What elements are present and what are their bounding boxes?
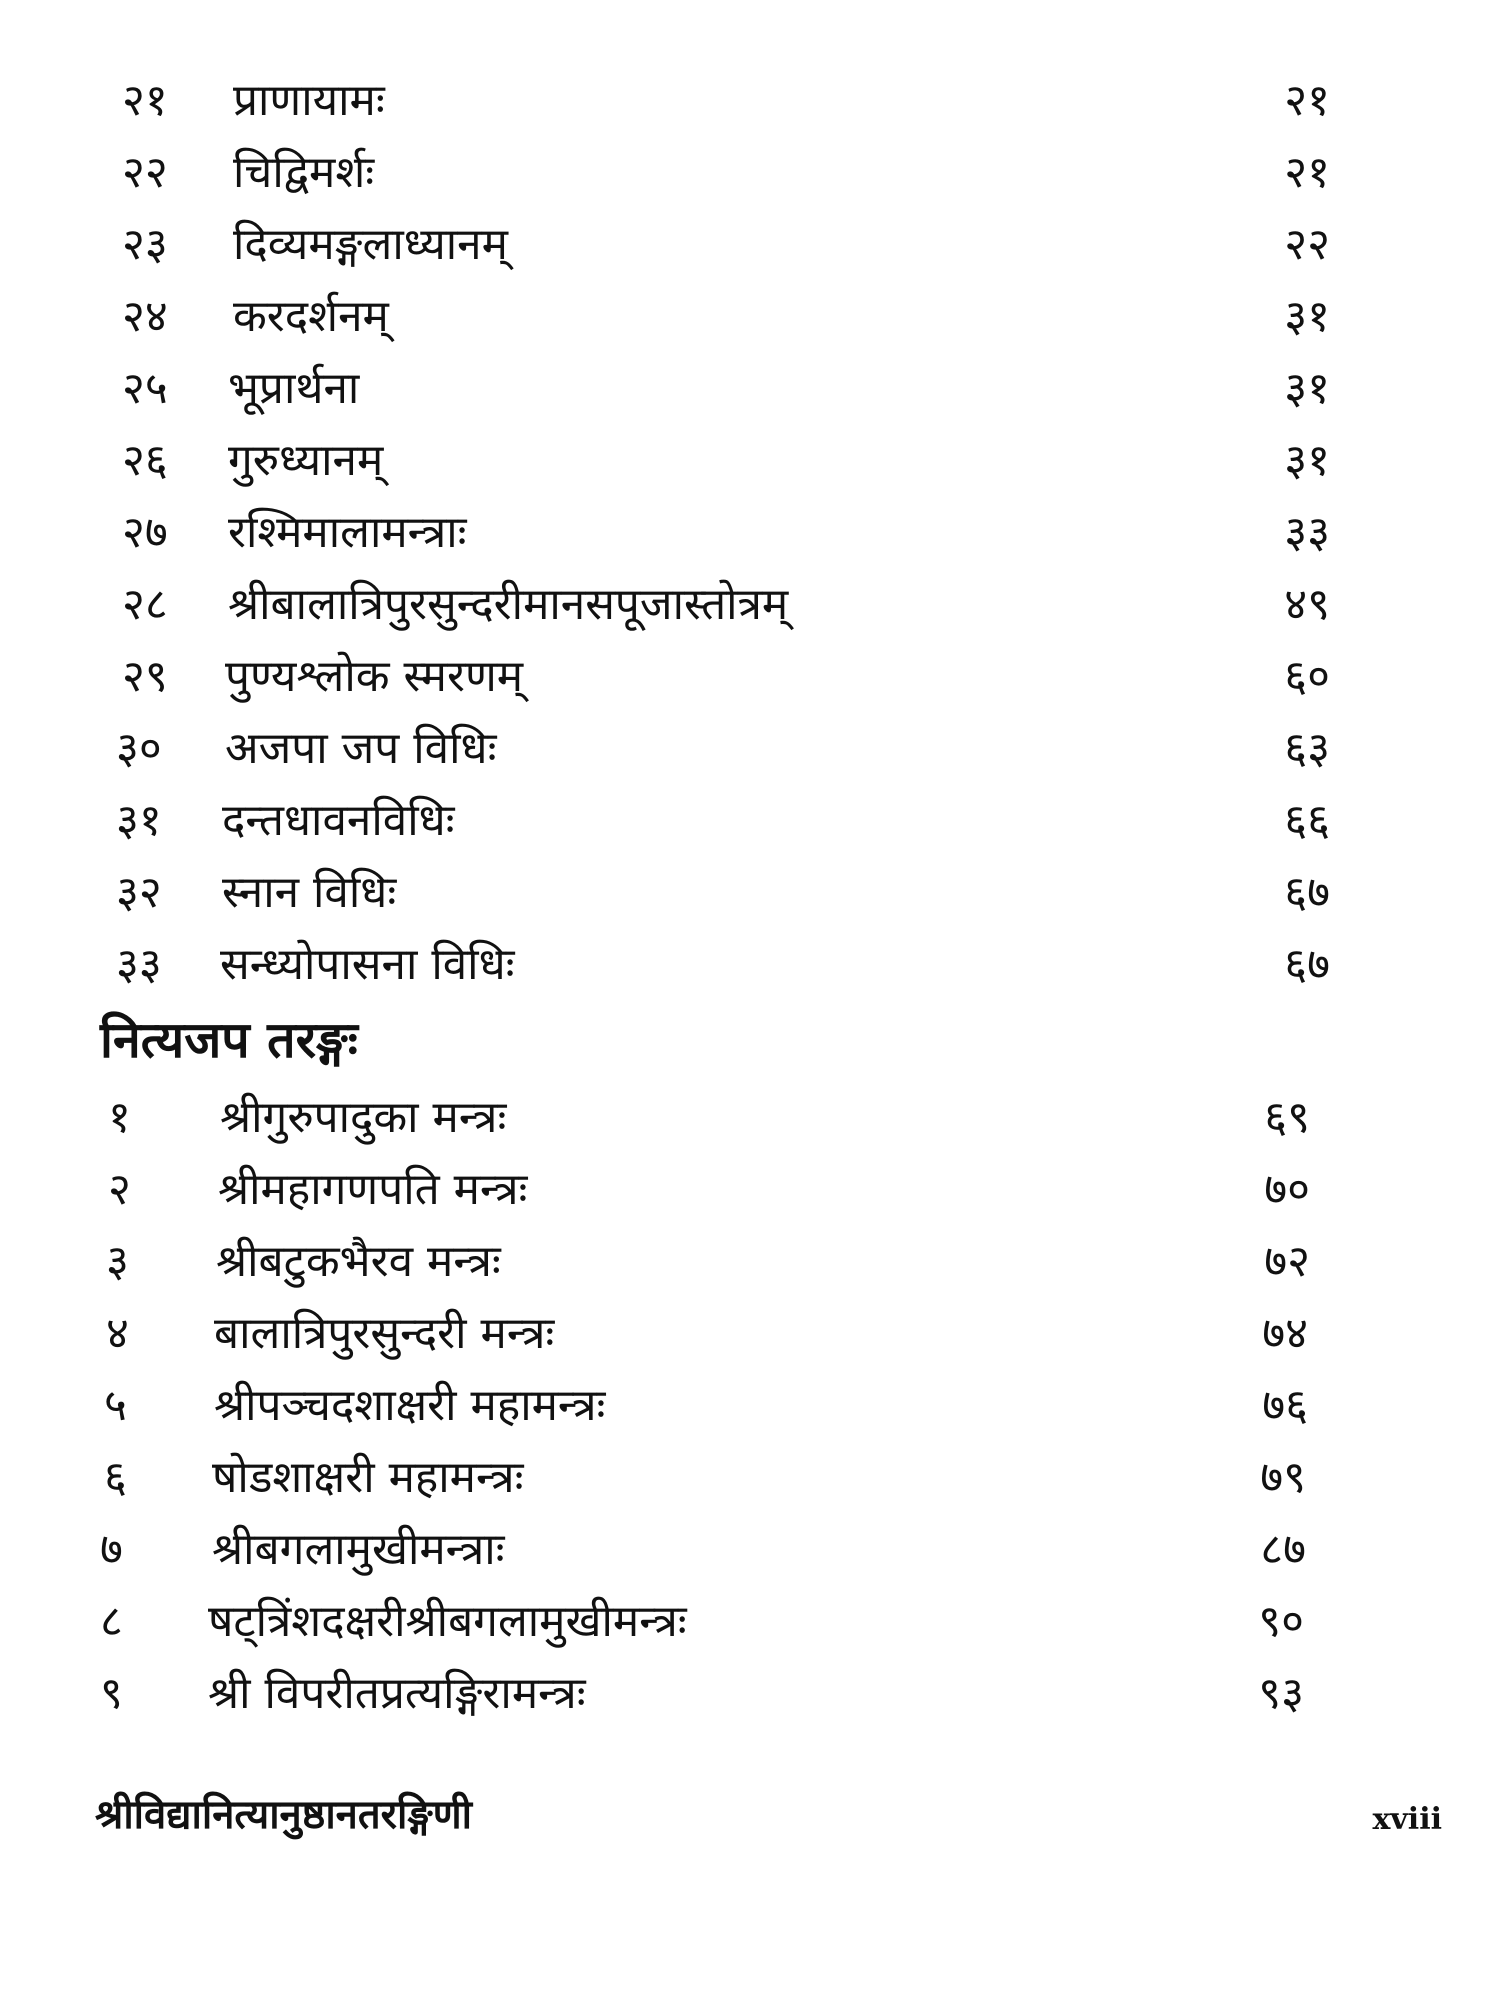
entry-title: प्राणायामः: [233, 75, 385, 126]
entry-page: ६३: [1284, 723, 1330, 774]
toc-entry: [0, 1299, 1500, 1369]
entry-title: गुरुध्यानम्: [228, 435, 384, 486]
entry-title: बालात्रिपुरसुन्दरी मन्त्रः: [214, 1308, 555, 1359]
entry-title: श्रीबालात्रिपुरसुन्दरीमानसपूजास्तोत्रम्: [228, 579, 789, 630]
entry-page: ७६: [1262, 1380, 1308, 1431]
toc-entry: [0, 786, 1500, 856]
entry-title: रश्मिमालामन्त्राः: [228, 507, 467, 558]
toc-entry: [0, 570, 1500, 640]
toc-entry: [0, 858, 1500, 928]
toc-entry: [0, 426, 1500, 496]
entry-number: २८: [122, 579, 168, 630]
entry-page: ९०: [1258, 1596, 1304, 1647]
entry-title: दन्तधावनविधिः: [222, 795, 455, 846]
entry-page: ३१: [1284, 435, 1330, 486]
entry-page: ६०: [1284, 651, 1330, 702]
entry-page: २१: [1284, 75, 1330, 126]
entry-number: ७: [100, 1524, 123, 1575]
entry-title: षट्त्रिंशदक्षरीश्रीबगलामुखीमन्त्रः: [208, 1596, 687, 1647]
entry-title: दिव्यमङ्गलाध्यानम्: [233, 219, 508, 270]
entry-number: ६: [104, 1452, 127, 1503]
entry-page: ४९: [1284, 579, 1330, 630]
entry-number: २: [108, 1164, 131, 1215]
entry-number: २९: [122, 651, 168, 702]
entry-number: २५: [122, 363, 168, 414]
entry-title: पुण्यश्लोक स्मरणम्: [225, 651, 524, 702]
entry-page: ३१: [1284, 363, 1330, 414]
entry-number: ८: [100, 1596, 123, 1647]
entry-number: २३: [122, 219, 168, 270]
entry-number: ३३: [116, 939, 162, 990]
section-heading: नित्यजप तरङ्गः: [100, 1011, 358, 1069]
entry-title: श्रीबगलामुखीमन्त्राः: [212, 1524, 505, 1575]
entry-title: श्रीबटुकभैरव मन्त्रः: [216, 1236, 501, 1287]
toc-entry: [0, 66, 1500, 136]
entry-title: सन्ध्योपासना विधिः: [220, 939, 515, 990]
toc-entry: [0, 1515, 1500, 1585]
toc-entry: [0, 282, 1500, 352]
entry-page: ३१: [1284, 291, 1330, 342]
toc-entry: [0, 210, 1500, 280]
toc-entry: [0, 1443, 1500, 1513]
entry-page: ६९: [1264, 1092, 1310, 1143]
entry-number: ९: [100, 1668, 123, 1719]
toc-entry: [0, 1155, 1500, 1225]
entry-number: ५: [104, 1380, 127, 1431]
entry-page: ७९: [1260, 1452, 1306, 1503]
entry-number: २२: [122, 147, 168, 198]
toc-entry: [0, 1371, 1500, 1441]
entry-page: ७०: [1264, 1164, 1310, 1215]
entry-number: ३१: [116, 795, 162, 846]
entry-number: २६: [122, 435, 168, 486]
entry-title: षोडशाक्षरी महामन्त्रः: [212, 1452, 524, 1503]
entry-page: ६७: [1284, 939, 1330, 990]
entry-number: २७: [122, 507, 168, 558]
entry-number: १: [108, 1092, 131, 1143]
entry-page: ३३: [1284, 507, 1330, 558]
toc-entry: [0, 642, 1500, 712]
toc-entry: [0, 930, 1500, 1000]
toc-entry: [0, 1587, 1500, 1657]
entry-number: ४: [106, 1308, 129, 1359]
entry-page: ७४: [1262, 1308, 1308, 1359]
entry-number: ३०: [116, 723, 162, 774]
entry-title: श्रीगुरुपादुका मन्त्रः: [220, 1092, 507, 1143]
entry-page: ८७: [1260, 1524, 1306, 1575]
entry-number: २४: [122, 291, 168, 342]
entry-page: ६७: [1284, 867, 1330, 918]
toc-entry: [0, 138, 1500, 208]
entry-title: श्रीपञ्चदशाक्षरी महामन्त्रः: [214, 1380, 606, 1431]
entry-page: २१: [1284, 147, 1330, 198]
toc-entry: [0, 498, 1500, 568]
entry-number: २१: [122, 75, 168, 126]
toc-entry: [0, 1659, 1500, 1729]
entry-number: ३२: [116, 867, 162, 918]
entry-page: ६६: [1284, 795, 1330, 846]
entry-title: अजपा जप विधिः: [225, 723, 497, 774]
toc-entry: [0, 1227, 1500, 1297]
entry-title: करदर्शनम्: [233, 291, 389, 342]
toc-entry: [0, 354, 1500, 424]
entry-title: श्री विपरीतप्रत्यङ्गिरामन्त्रः: [208, 1668, 586, 1719]
entry-title: श्रीमहागणपति मन्त्रः: [218, 1164, 528, 1215]
entry-page: ७२: [1264, 1236, 1310, 1287]
page-number: xviii: [1372, 1802, 1442, 1837]
entry-title: चिद्विमर्शः: [233, 147, 375, 198]
book-title: श्रीविद्यानित्यानुष्ठानतरङ्गिणी: [95, 1792, 472, 1838]
entry-title: भूप्रार्थना: [228, 363, 360, 414]
entry-page: २२: [1284, 219, 1330, 270]
entry-number: ३: [106, 1236, 129, 1287]
entry-page: ९३: [1258, 1668, 1304, 1719]
entry-title: स्नान विधिः: [222, 867, 397, 918]
toc-entry: [0, 1083, 1500, 1153]
toc-entry: [0, 714, 1500, 784]
